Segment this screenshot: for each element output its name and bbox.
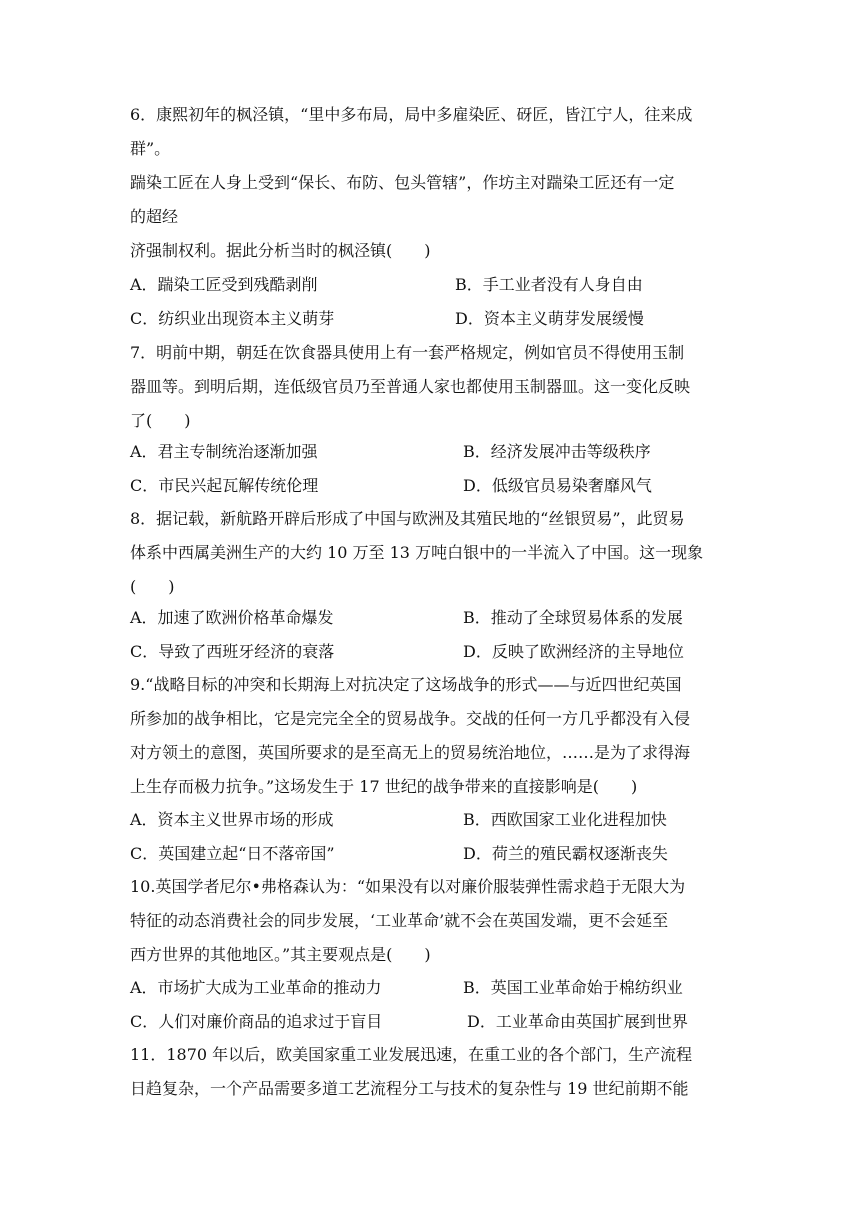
question-8-option-b: B．推动了全球贸易体系的发展 [463, 608, 683, 627]
question-8-line-3: ( ) [130, 577, 175, 596]
question-10-line-2: 特征的动态消费社会的同步发展，‘工业革命’就不会在英国发端，更不会延至 [130, 911, 669, 930]
question-8-option-d: D．反映了欧洲经济的主导地位 [463, 642, 684, 661]
question-9-option-c: C．英国建立起“日不落帝国” [130, 844, 335, 863]
question-9-line-2: 所参加的战争相比，它是完完全全的贸易战争。交战的任何一方几乎都没有入侵 [130, 709, 691, 728]
question-8-option-a: A．加速了欧洲价格革命爆发 [130, 608, 334, 627]
question-7-line-1: 7．明前中期，朝廷在饮食器具使用上有一套严格规定，例如官员不得使用玉制 [130, 343, 685, 362]
question-6-option-a: A．踹染工匠受到残酷剥削 [130, 275, 318, 294]
question-9-line-3: 对方领土的意图，英国所要求的是至高无上的贸易统治地位，……是为了求得海 [130, 743, 691, 762]
question-7-line-2: 器皿等。到明后期，连低级官员乃至普通人家也都使用玉制器皿。这一变化反映 [130, 377, 691, 396]
question-10-line-1: 10.英国学者尼尔•弗格森认为：“如果没有以对廉价服装弹性需求趋于无限大为 [130, 877, 686, 896]
question-7-option-d: D．低级官员易染奢靡风气 [463, 476, 652, 495]
question-6-option-c: C．纺织业出现资本主义萌芽 [130, 309, 335, 328]
question-6-option-d: D．资本主义萌芽发展缓慢 [455, 309, 644, 328]
question-7-option-c: C．市民兴起瓦解传统伦理 [130, 476, 319, 495]
question-9-option-b: B．西欧国家工业化进程加快 [463, 810, 667, 829]
question-11-line-1: 11．1870 年以后，欧美国家重工业发展迅速，在重工业的各个部门，生产流程 [130, 1045, 693, 1064]
question-9-option-d: D．荷兰的殖民霸权逐渐丧失 [463, 844, 668, 863]
question-6-line-2: 群”。 [130, 139, 171, 158]
question-10-option-b: B．英国工业革命始于棉纺织业 [463, 978, 683, 997]
question-9-line-4: 上生存而极力抗争。”这场发生于 17 世纪的战争带来的直接影响是( ) [130, 777, 638, 796]
question-8-line-2: 体系中西属美洲生产的大约 10 万至 13 万吨白银中的一半流入了中国。这一现象 [130, 543, 704, 562]
question-8-option-c: C．导致了西班牙经济的衰落 [130, 642, 335, 661]
question-6-line-1: 6．康熙初年的枫泾镇，“里中多布局，局中多雇染匠、砑匠，皆江宁人，往来成 [130, 105, 693, 124]
question-10-option-a: A．市场扩大成为工业革命的推动力 [130, 978, 382, 997]
question-7-line-3: 了( ) [130, 411, 191, 430]
question-6-line-4: 的超经 [130, 207, 179, 226]
question-7-option-a: A．君主专制统治逐渐加强 [130, 442, 318, 461]
question-6-line-5: 济强制权利。据此分析当时的枫泾镇( ) [130, 241, 431, 260]
question-11-line-2: 日趋复杂，一个产品需要多道工艺流程分工与技术的复杂性与 19 世纪前期不能 [130, 1079, 689, 1098]
question-10-line-3: 西方世界的其他地区。”其主要观点是( ) [130, 945, 431, 964]
question-6-option-b: B．手工业者没有人身自由 [455, 275, 643, 294]
question-8-line-1: 8．据记载，新航路开辟后形成了中国与欧洲及其殖民地的“丝银贸易”，此贸易 [130, 509, 685, 528]
question-6-line-3: 踹染工匠在人身上受到“保长、布防、包头管辖”，作坊主对踹染工匠还有一定 [130, 173, 675, 192]
question-10-option-c: C．人们对廉价商品的追求过于盲目 [130, 1012, 383, 1031]
question-9-option-a: A．资本主义世界市场的形成 [130, 810, 334, 829]
question-9-line-1: 9.“战略目标的冲突和长期海上对抗决定了这场战争的形式——与近四世纪英国 [130, 675, 682, 694]
question-7-option-b: B．经济发展冲击等级秩序 [463, 442, 651, 461]
question-10-option-d: D．工业革命由英国扩展到世界 [467, 1012, 688, 1031]
